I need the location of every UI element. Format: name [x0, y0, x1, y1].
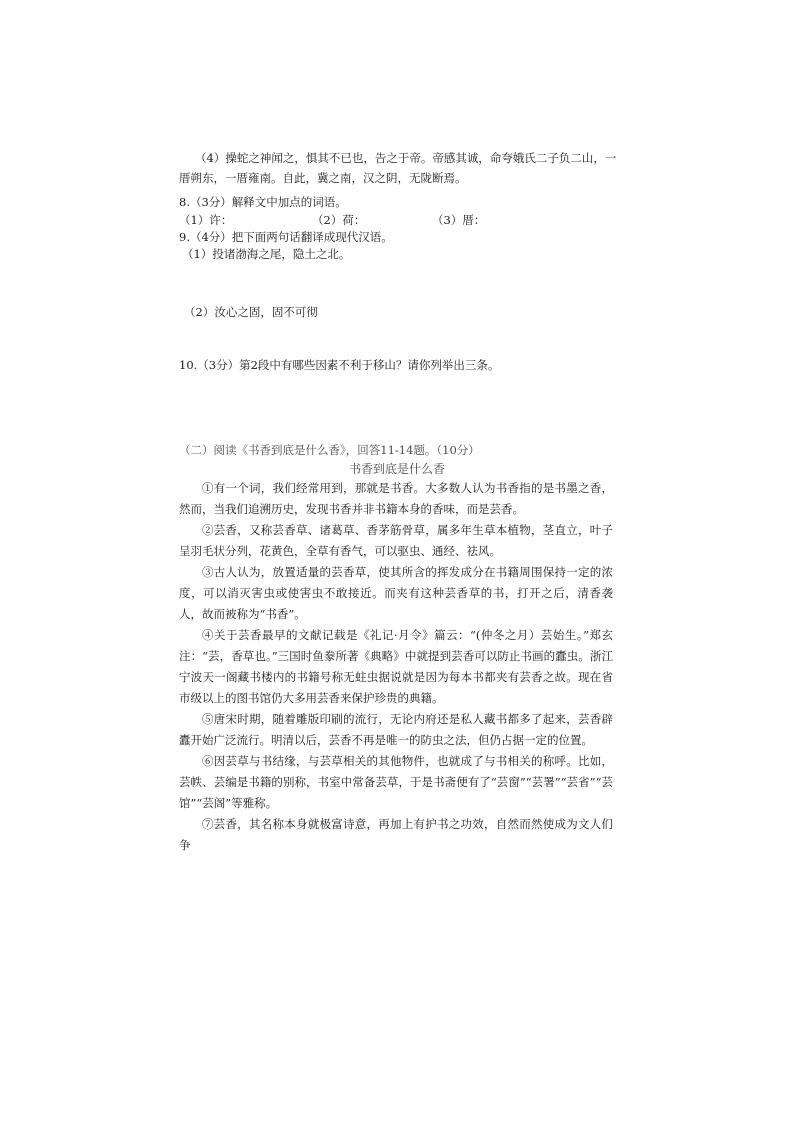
article-title: 书香到底是什么香 [348, 462, 445, 476]
question-8-item1: （1）许： [179, 213, 233, 227]
article-paragraph-1: ①有一个词，我们经常用到，那就是书香。大多数人认为书香指的是书墨之香，然而，当我们追溯历史，发现书香并非书籍本身的香味，而是芸香。 [179, 481, 613, 516]
question-9-item1: （1）投诸渤海之尾，隐土之北。 [182, 247, 351, 261]
article-paragraph-7: ⑦芸香，其名称本身就极富诗意，再加上有护书之功效，自然而然使成为文人们争 [179, 817, 613, 852]
question-8-stem: 8.（3分）解释文中加点的词语。 [179, 195, 347, 209]
question-9-item2: （2）汝心之固，固不可彻 [184, 305, 318, 319]
article-paragraph-6: ⑥因芸草与书结缘，与芸草相关的其他物件，也就成了与书相关的称呼。比如，芸帙、芸编是书籍的别称，书室中常备芸草，于是书斋便有了“芸窗”“芸署”“芸省”“芸馆”“芸阁”等雅称。 [179, 754, 613, 810]
passage-para4-line2: 厝朔东，一厝雍南。自此，冀之南，汉之阴，无陇断焉。 [179, 171, 467, 185]
question-8-item3: （3）厝： [432, 213, 486, 227]
question-10-stem: 10.（3分）第2段中有哪些因素不利于移山？请你列举出三条。 [179, 358, 500, 372]
passage-para4-line1: （4）操蛇之神闻之，惧其不已也，告之于帝。帝感其诚，命夸娥氏二子负二山，一 [195, 151, 617, 165]
article-paragraph-2: ②芸香，又称芸香草、诸葛草、香茅筋骨草，属多年生草本植物，茎直立，叶子呈羽毛状分列，花黄色，全草有香气，可以驱虫、通经、祛风。 [179, 523, 613, 558]
question-8-item2: （2）荷： [312, 213, 366, 227]
question-9-stem: 9.（4分）把下面两句话翻译成现代汉语。 [179, 230, 393, 244]
article-paragraph-5: ⑤唐宋时期，随着雕版印刷的流行，无论内府还是私人藏书都多了起来，芸香辟蠹开始广泛流行。明清以后，芸香不再是唯一的防虫之法，但仍占据一定的位置。 [179, 712, 613, 747]
section-two-heading: （二）阅读《书香到底是什么香》，回答11-14题。（10分） [179, 443, 480, 457]
article-paragraph-4: ④关于芸香最早的文献记载是《礼记·月令》篇云：“(仲冬之月）芸始生。”郑玄注：“芸，香草也。”三国时鱼豢所著《典略》中就提到芸香可以防止书画的蠹虫。浙江宁波天一阁藏书楼内的书籍号称无蛀虫据说就是因为每本书都夹有芸香之故。现在省市级以上的图书馆仍大多用芸香来保护珍贵的典籍。 [179, 628, 613, 705]
article-paragraph-3: ③古人认为，放置适量的芸香草，使其所含的挥发成分在书籍周围保持一定的浓度，可以消灭害虫或使害虫不敢接近。而夹有这种芸香草的书，打开之后，清香袭人，故而被称为“书香”。 [179, 565, 613, 621]
